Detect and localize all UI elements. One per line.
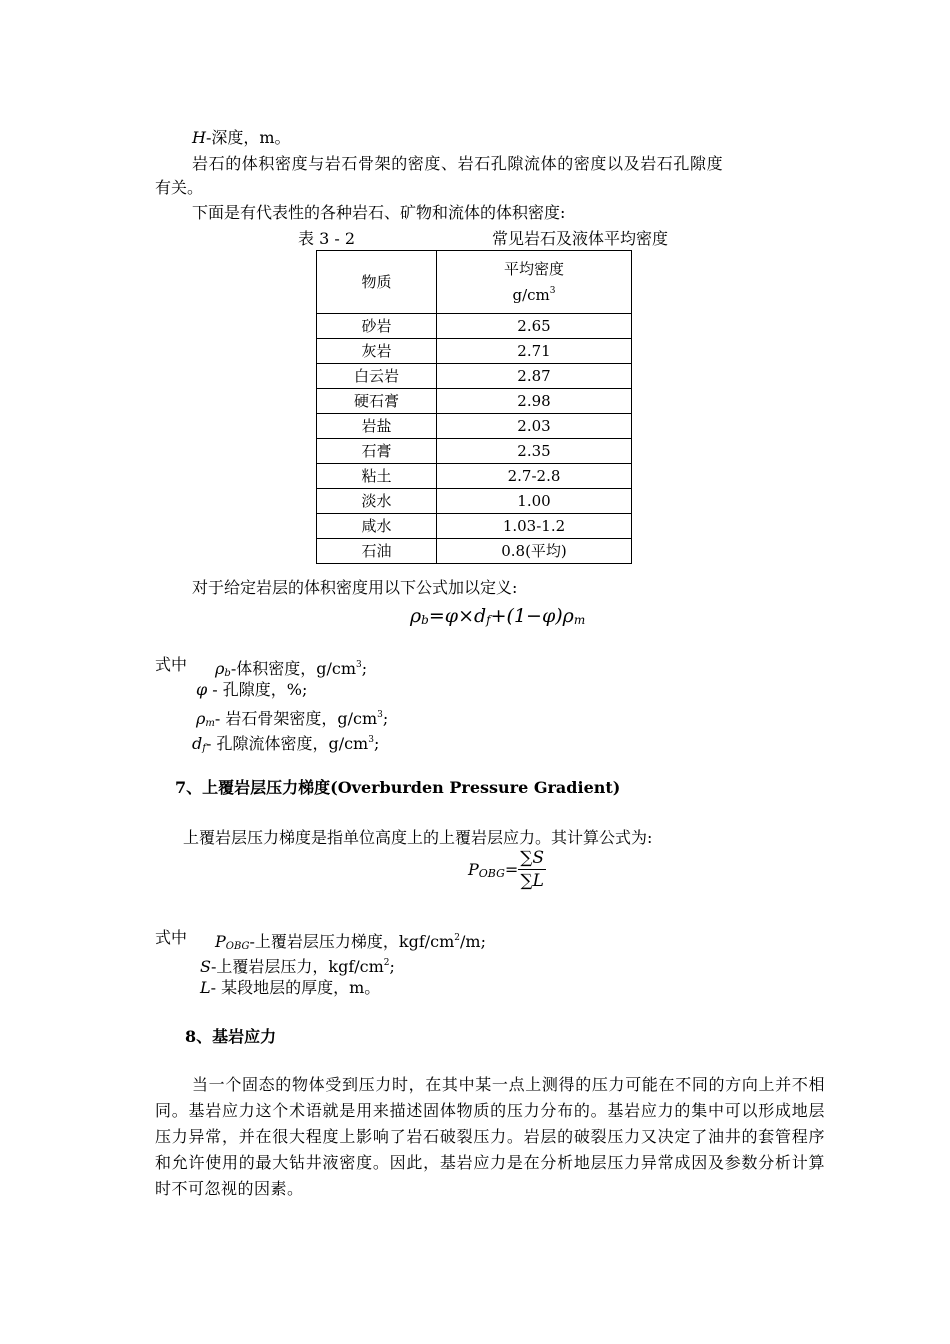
formula-rhs-b: +(1−φ)ρ [490, 605, 574, 627]
table-row [317, 414, 632, 439]
formula-1-intro: 对于给定岩层的体积密度用以下公式加以定义: [192, 578, 518, 597]
table-row [317, 539, 632, 564]
def-s-text: -上覆岩层压力，kgf/cm [210, 957, 384, 976]
cell-density: 2.65 [437, 314, 632, 339]
def-l [200, 978, 380, 998]
table-body [317, 314, 632, 564]
def-rho-m-sup: 3 [377, 710, 383, 720]
def-pobg-symbol: P [215, 932, 226, 951]
def-pobg-sub: OBG [225, 941, 250, 952]
cell-density: 2.87 [437, 364, 632, 389]
cell-density: 2.71 [437, 339, 632, 364]
paragraph-1-line-1: 岩石的体积密度与岩石骨架的密度、岩石孔隙流体的密度以及岩石孔隙度 [192, 154, 724, 173]
cell-material: 灰岩 [317, 339, 437, 364]
def-s-symbol: S [200, 957, 211, 976]
def-rho-m-end: ; [382, 709, 389, 728]
density-table [316, 250, 632, 564]
header-density-unit: g/cm [512, 286, 550, 304]
def-s-end: ; [389, 957, 395, 976]
header-density-label: 平均密度 [503, 260, 564, 278]
table-row [317, 439, 632, 464]
table-row [317, 314, 632, 339]
section-8-heading: 8、基岩应力 [185, 1027, 277, 1046]
formula-rhs-b-sub: m [573, 613, 586, 627]
cell-density: 2.03 [437, 414, 632, 439]
table-number: 表 3 - 2 [298, 229, 356, 248]
def-d-f-sub: f [202, 743, 206, 754]
cell-material: 砂岩 [317, 314, 437, 339]
cell-density: 2.7-2.8 [437, 464, 632, 489]
def-rho-b-symbol: ρ [215, 659, 225, 678]
cell-material: 石油 [317, 539, 437, 564]
def-rho-m-sub: m [205, 718, 215, 729]
formula-bulk-density [410, 604, 585, 632]
def-phi [196, 680, 307, 700]
table-row [317, 464, 632, 489]
cell-density: 1.03-1.2 [437, 514, 632, 539]
h-definition-text: -深度，m。 [205, 128, 291, 147]
def-rho-b-text: -体积密度，g/cm [230, 659, 356, 678]
table-row [317, 389, 632, 414]
cell-density: 1.00 [437, 489, 632, 514]
def-rho-m-symbol: ρ [196, 709, 206, 728]
section-7-heading: 7、上覆岩层压力梯度(Overburden Pressure Gradient) [175, 778, 621, 797]
cell-material: 粘土 [317, 464, 437, 489]
def-d-f-end: ; [373, 734, 380, 753]
formula-equals: = [504, 860, 519, 879]
cell-material: 硬石膏 [317, 389, 437, 414]
def-l-text: - 某段地层的厚度，m。 [210, 978, 381, 997]
formula-p: P [468, 859, 479, 879]
section-8-paragraph: 当一个固态的物体受到压力时，在其中某一点上测得的压力可能在不同的方向上并不相同。基岩应力这个术语就是用来描述固体物质的压力分布的。基岩应力的集中可以形成地层压力异常，并在很大程度上影响了岩石破裂压力。岩层的破裂压力又决定了油井的套管程序和允许使用的最大钻井液密度。因此，基岩应力是在分析地层压力异常成因及参数分析计算时不可忽视的因素。 [155, 1075, 825, 1198]
def-d-f-symbol: d [192, 734, 203, 753]
formula-p-sub: OBG [478, 866, 505, 880]
table-header-row [317, 251, 632, 314]
def-phi-text: - 孔隙度，%; [207, 680, 308, 699]
header-density [437, 251, 632, 314]
def-d-f-sup: 3 [368, 735, 374, 745]
formula-numerator: ∑S [520, 848, 545, 868]
def-l-symbol: L [200, 978, 211, 997]
cell-material: 白云岩 [317, 364, 437, 389]
paragraph-2: 下面是有代表性的各种岩石、矿物和流体的体积密度: [192, 203, 566, 222]
def-s-sup: 2 [383, 958, 390, 968]
header-density-unit-sup: 3 [549, 286, 556, 296]
cell-material: 咸水 [317, 514, 437, 539]
header-material: 物质 [317, 251, 437, 314]
def-d-f [192, 730, 379, 759]
def-pobg-text: -上覆岩层压力梯度，kgf/cm [249, 932, 455, 951]
formula-rhs-a: =φ×d [428, 605, 487, 627]
table-row [317, 489, 632, 514]
def-pobg-sup: 2 [454, 933, 461, 943]
defs-1-label: 式中 [155, 655, 188, 674]
table-row [317, 364, 632, 389]
formula-pobg [468, 848, 546, 891]
defs-2-label: 式中 [155, 928, 188, 947]
formula-denominator: ∑L [520, 871, 544, 891]
def-rho-b-sub: b [224, 668, 231, 679]
table-row [317, 339, 632, 364]
def-s [200, 953, 395, 977]
formula-pobg-lhs [468, 860, 505, 879]
cell-density: 0.8(平均) [437, 539, 632, 564]
def-pobg-end: /m; [460, 932, 486, 951]
def-d-f-text: - 孔隙流体密度，g/cm [205, 734, 369, 753]
table-row [317, 514, 632, 539]
cell-material: 淡水 [317, 489, 437, 514]
section-7-paragraph: 上覆岩层压力梯度是指单位高度上的上覆岩层应力。其计算公式为: [183, 828, 653, 847]
cell-material: 石膏 [317, 439, 437, 464]
def-phi-symbol: φ [196, 680, 208, 699]
cell-density: 2.35 [437, 439, 632, 464]
formula-rhs-a-sub: f [486, 613, 491, 627]
def-rho-b-sup: 3 [356, 660, 362, 670]
formula-fraction [518, 848, 546, 891]
def-rho-m-text: - 岩石骨架密度，g/cm [214, 709, 378, 728]
table-caption: 常见岩石及液体平均密度 [492, 229, 669, 248]
def-rho-b-end: ; [361, 659, 368, 678]
paragraph-1-line-2: 有关。 [155, 178, 204, 197]
cell-density: 2.98 [437, 389, 632, 414]
h-variable: H [192, 128, 206, 147]
formula-rho: ρ [410, 605, 422, 627]
h-definition [192, 128, 291, 148]
cell-material: 岩盐 [317, 414, 437, 439]
formula-rho-sub: b [421, 613, 429, 627]
